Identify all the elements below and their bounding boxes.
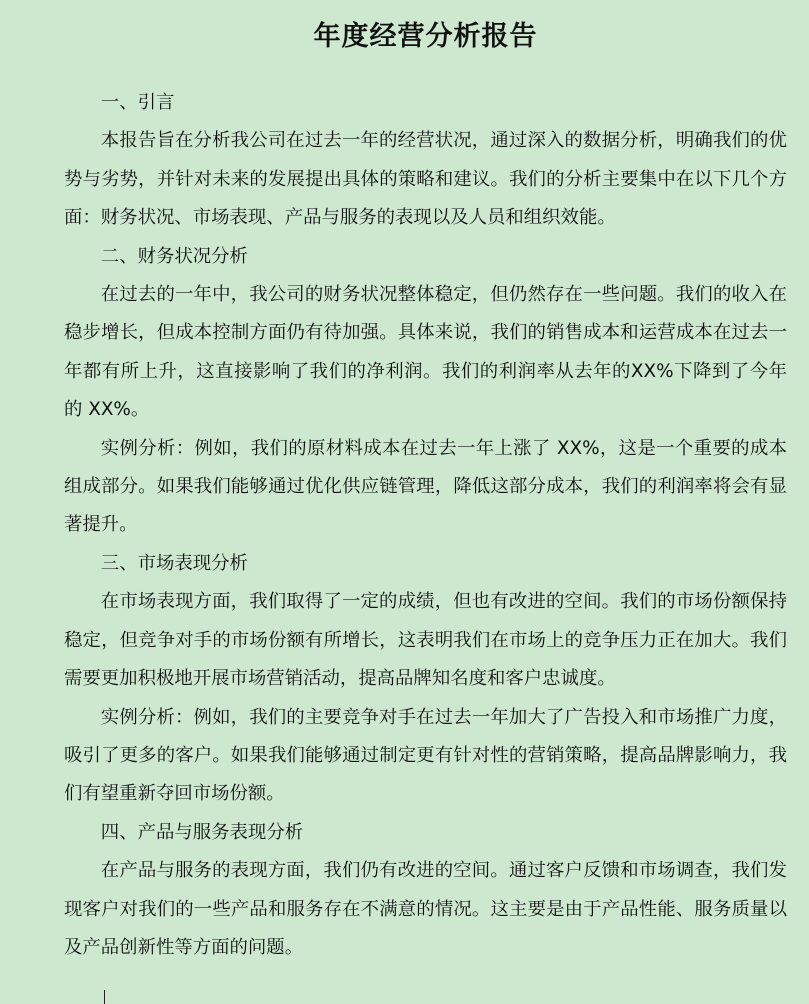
paragraph-market: 在市场表现方面，我们取得了一定的成绩，但也有改进的空间。我们的市场份额保持稳定，但竞争对手的市场份额有所增长，这表明我们在市场上的竞争压力正在加大。我们需要更加积极地开展市场营销活动，提高品牌知名度和客户忠诚度。 <box>64 591 787 690</box>
paragraph-introduction: 本报告旨在分析我公司在过去一年的经营状况，通过深入的数据分析，明确我们的优势与劣势，并针对未来的发展提出具体的策略和建议。我们的分析主要集中在以下几个方面：财务状况、市场表现、产品与服务的表现以及人员和组织效能。 <box>64 130 787 229</box>
document-body <box>64 84 787 967</box>
section-heading-financial: 二、财务状况分析 <box>100 245 248 267</box>
paragraph-financial: 在过去的一年中，我公司的财务状况整体稳定，但仍然存在一些问题。我们的收入在稳步增长，但成本控制方面仍有待加强。具体来说，我们的销售成本和运营成本在过去一年都有所上升，这直接影响了我们的净利润。我们的利润率从去年的XX%下降到了今年的 XX%。 <box>64 284 787 421</box>
section-heading-market: 三、市场表现分析 <box>100 552 248 574</box>
paragraph-products: 在产品与服务的表现方面，我们仍有改进的空间。通过客户反馈和市场调查，我们发现客户对我们的一些产品和服务存在不满意的情况。这主要是由于产品性能、服务质量以及产品创新性等方面的问题。 <box>64 860 787 958</box>
section-heading-introduction: 一、引言 <box>100 92 175 113</box>
document-title: 年度经营分析报告 <box>313 21 538 52</box>
text-cursor <box>104 990 105 1004</box>
paragraph-market-example: 实例分析：例如，我们的主要竞争对手在过去一年加大了广告投入和市场推广力度，吸引了更多的客户。如果我们能够通过制定更有针对性的营销策略，提高品牌影响力，我们有望重新夺回市场份额。 <box>64 706 787 805</box>
paragraph-financial-example: 实例分析：例如，我们的原材料成本在过去一年上涨了 XX%，这是一个重要的成本组成部分。如果我们能够通过优化供应链管理，降低这部分成本，我们的利润率将会有显著提升。 <box>64 437 787 536</box>
section-heading-products: 四、产品与服务表现分析 <box>100 821 304 843</box>
